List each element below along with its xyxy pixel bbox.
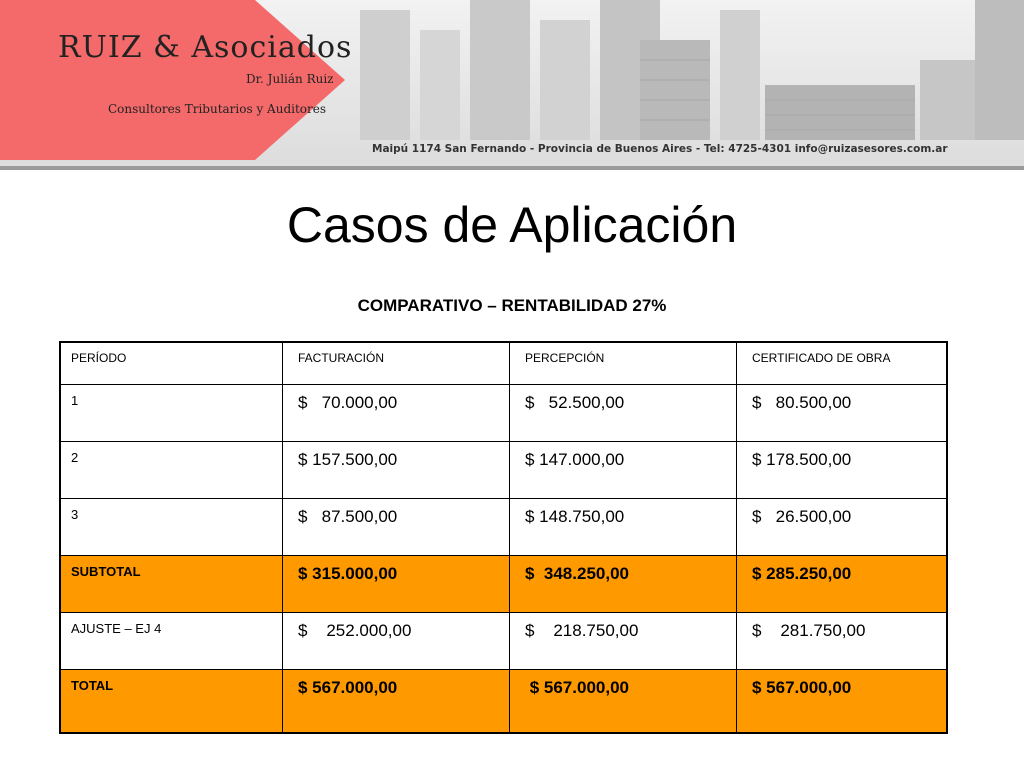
cell-certificado: $ 178.500,00 [737,442,948,499]
cell-periodo: 2 [60,442,283,499]
cell-facturacion: $ 87.500,00 [283,499,510,556]
table-header-row [60,342,947,385]
total-row [60,670,947,734]
header-divider [0,166,1024,170]
slide-title: Casos de Aplicación [286,197,738,253]
address-contact: Maipú 1174 San Fernando - Provincia de Buenos Aires - Tel: 4725-4301 info@ruizasesores.com.ar [372,143,948,155]
cell-percepcion: $ 147.000,00 [510,442,737,499]
subtotal-facturacion: $ 315.000,00 [283,556,510,613]
brand-name: RUIZ & Asociados [58,30,353,65]
subtotal-certificado: $ 285.250,00 [737,556,948,613]
table-subtitle: COMPARATIVO – RENTABILIDAD 27% [357,296,667,315]
header-banner [0,0,1024,170]
column-header-facturacion: FACTURACIÓN [283,342,510,385]
column-header-periodo: PERÍODO [60,342,283,385]
total-percepcion: $ 567.000,00 [510,670,737,734]
ajuste-percepcion: $ 218.750,00 [510,613,737,670]
table-row [60,385,947,442]
total-facturacion: $ 567.000,00 [283,670,510,734]
ajuste-row [60,613,947,670]
brand-tagline: Consultores Tributarios y Auditores [108,102,327,116]
cell-certificado: $ 80.500,00 [737,385,948,442]
cell-periodo: 3 [60,499,283,556]
ajuste-label: AJUSTE – EJ 4 [60,613,283,670]
subtotal-row [60,556,947,613]
brand-person: Dr. Julián Ruiz [246,72,334,86]
cell-percepcion: $ 148.750,00 [510,499,737,556]
column-header-percepcion: PERCEPCIÓN [510,342,737,385]
ajuste-facturacion: $ 252.000,00 [283,613,510,670]
subtotal-label: SUBTOTAL [60,556,283,613]
subtotal-percepcion: $ 348.250,00 [510,556,737,613]
total-label: TOTAL [60,670,283,734]
cell-periodo: 1 [60,385,283,442]
ajuste-certificado: $ 281.750,00 [737,613,948,670]
total-certificado: $ 567.000,00 [737,670,948,734]
comparison-table [59,341,948,734]
column-header-certificado: CERTIFICADO DE OBRA [737,342,948,385]
cell-facturacion: $ 157.500,00 [283,442,510,499]
table-row [60,442,947,499]
table-row [60,499,947,556]
cell-certificado: $ 26.500,00 [737,499,948,556]
cell-percepcion: $ 52.500,00 [510,385,737,442]
cell-facturacion: $ 70.000,00 [283,385,510,442]
